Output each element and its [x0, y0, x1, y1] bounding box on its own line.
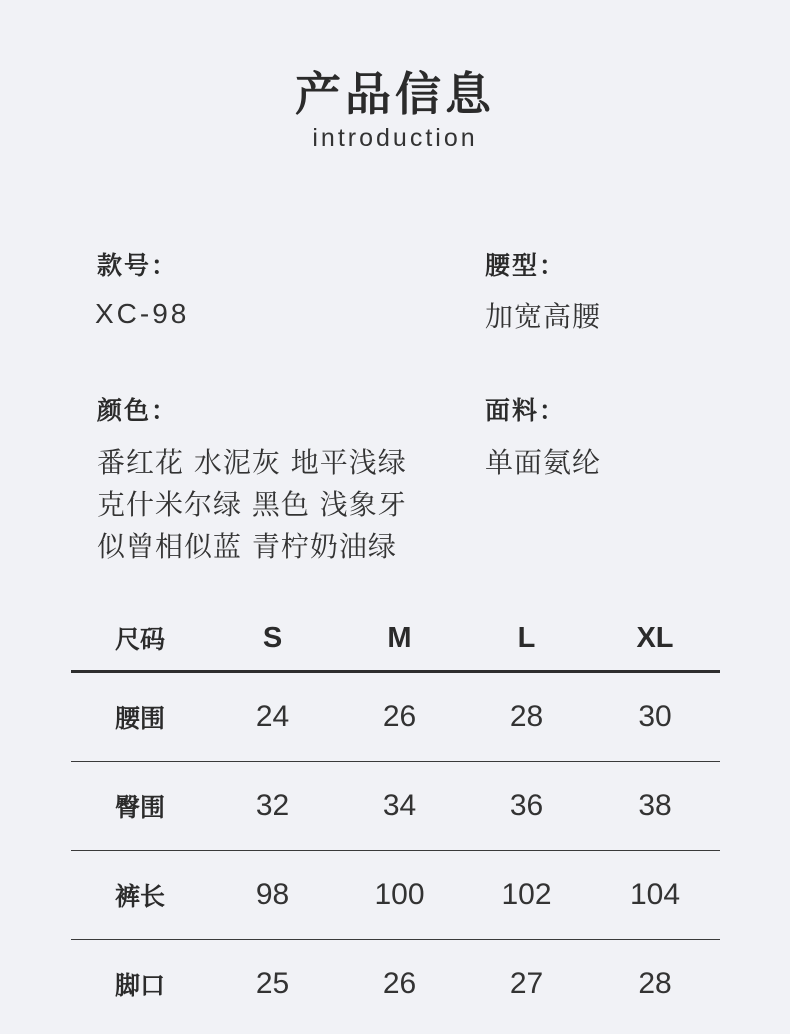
style-number-label: 款号： [97, 251, 179, 280]
page-title: 产品信息 [295, 67, 495, 121]
size-header-s: S [262, 621, 283, 654]
table-cell: 34 [382, 789, 417, 822]
row-label: 裤长 [114, 882, 165, 911]
table-cell: 26 [382, 700, 417, 733]
table-cell: 24 [255, 700, 290, 733]
table-cell: 28 [509, 700, 544, 733]
fabric-label: 面料： [485, 396, 567, 425]
waist-type-value: 加宽高腰 [485, 300, 602, 333]
size-table-header [71, 606, 720, 673]
table-cell: 30 [638, 700, 672, 733]
table-cell: 102 [501, 878, 552, 911]
style-number-value: XC-98 [95, 298, 190, 329]
table-row [71, 673, 720, 762]
row-label: 腰围 [114, 704, 165, 733]
table-row [71, 851, 720, 940]
table-cell: 104 [629, 878, 681, 911]
row-label: 脚口 [114, 971, 165, 1000]
size-table [71, 606, 720, 1028]
row-label: 臀围 [114, 793, 165, 822]
table-cell: 36 [509, 789, 544, 822]
color-label: 颜色： [97, 396, 179, 425]
table-row [71, 762, 720, 851]
fabric-value: 单面氨纶 [485, 446, 602, 479]
color-line: 番红花 水泥灰 地平浅绿 [97, 446, 407, 479]
table-cell: 25 [255, 967, 290, 1000]
table-cell: 98 [255, 878, 290, 911]
size-header-m: M [387, 621, 412, 654]
table-cell: 28 [638, 967, 672, 1000]
table-row [71, 940, 720, 1028]
size-header-xl: XL [636, 621, 674, 654]
size-header-l: L [517, 621, 536, 654]
color-line: 克什米尔绿 黑色 浅象牙 [97, 488, 407, 521]
table-cell: 27 [509, 967, 544, 1000]
page-subtitle: introduction [312, 124, 478, 152]
table-cell: 100 [374, 878, 425, 911]
color-line: 似曾相似蓝 青柠奶油绿 [97, 530, 397, 563]
size-header-label: 尺码 [114, 625, 165, 654]
table-cell: 26 [382, 967, 417, 1000]
table-cell: 38 [638, 789, 672, 822]
color-list [97, 442, 407, 568]
waist-type-label: 腰型： [485, 251, 567, 280]
table-cell: 32 [255, 789, 290, 822]
